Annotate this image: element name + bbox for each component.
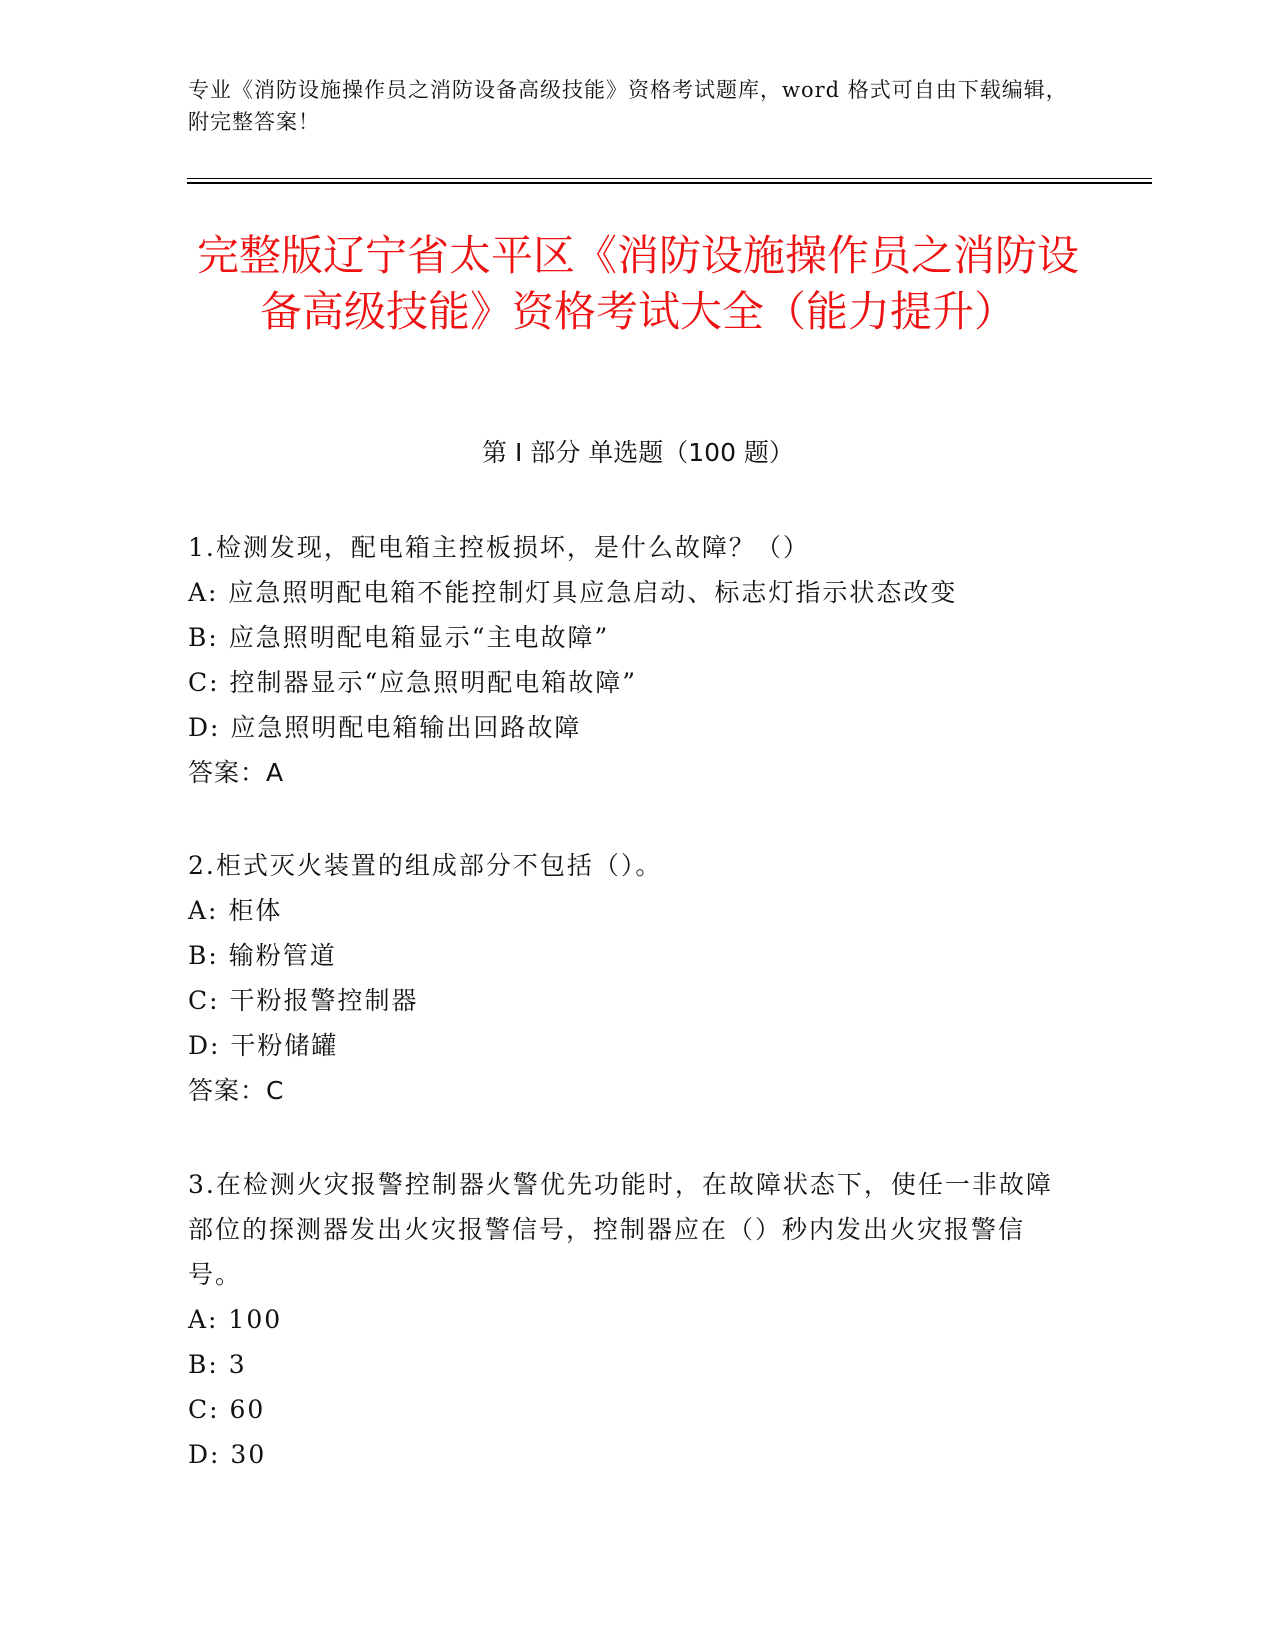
question-stem: 2.柜式灭火装置的组成部分不包括（）。	[188, 851, 663, 880]
answer: 答案：A	[188, 758, 285, 787]
question-2	[188, 843, 1058, 1113]
answer: 答案：C	[188, 1076, 285, 1105]
header-note: 专业《消防设施操作员之消防设备高级技能》资格考试题库，word 格式可自由下载编辑，附完整答案！	[188, 78, 1068, 134]
option-b: B: 3	[188, 1350, 247, 1379]
option-c: C: 60	[188, 1395, 266, 1424]
header-divider-thick	[187, 182, 1152, 184]
option-a: A: 应急照明配电箱不能控制灯具应急启动、标志灯指示状态改变	[188, 578, 958, 607]
question-stem: 3.在检测火灾报警控制器火警优先功能时，在故障状态下，使任一非故障部位的探测器发出火灾报警信号，控制器应在（）秒内发出火灾报警信号。	[188, 1170, 1053, 1289]
section-title: 第 I 部分 单选题（100 题）	[482, 438, 794, 467]
option-a: A: 柜体	[188, 896, 283, 925]
document-title: 完整版辽宁省太平区《消防设施操作员之消防设备高级技能》资格考试大全（能力提升）	[196, 231, 1079, 336]
question-1	[188, 525, 1058, 795]
option-c: C: 控制器显示“应急照明配电箱故障”	[188, 668, 638, 697]
option-d: D: 应急照明配电箱输出回路故障	[188, 713, 582, 742]
option-b: B: 输粉管道	[188, 941, 337, 970]
option-a: A: 100	[188, 1305, 283, 1334]
option-d: D: 30	[188, 1440, 267, 1469]
header-divider-thin	[187, 178, 1152, 179]
question-stem: 1.检测发现，配电箱主控板损坏，是什么故障？（）	[188, 533, 810, 562]
option-d: D: 干粉储罐	[188, 1031, 339, 1060]
option-c: C: 干粉报警控制器	[188, 986, 419, 1015]
option-b: B: 应急照明配电箱显示“主电故障”	[188, 623, 610, 652]
question-3	[188, 1162, 1058, 1477]
